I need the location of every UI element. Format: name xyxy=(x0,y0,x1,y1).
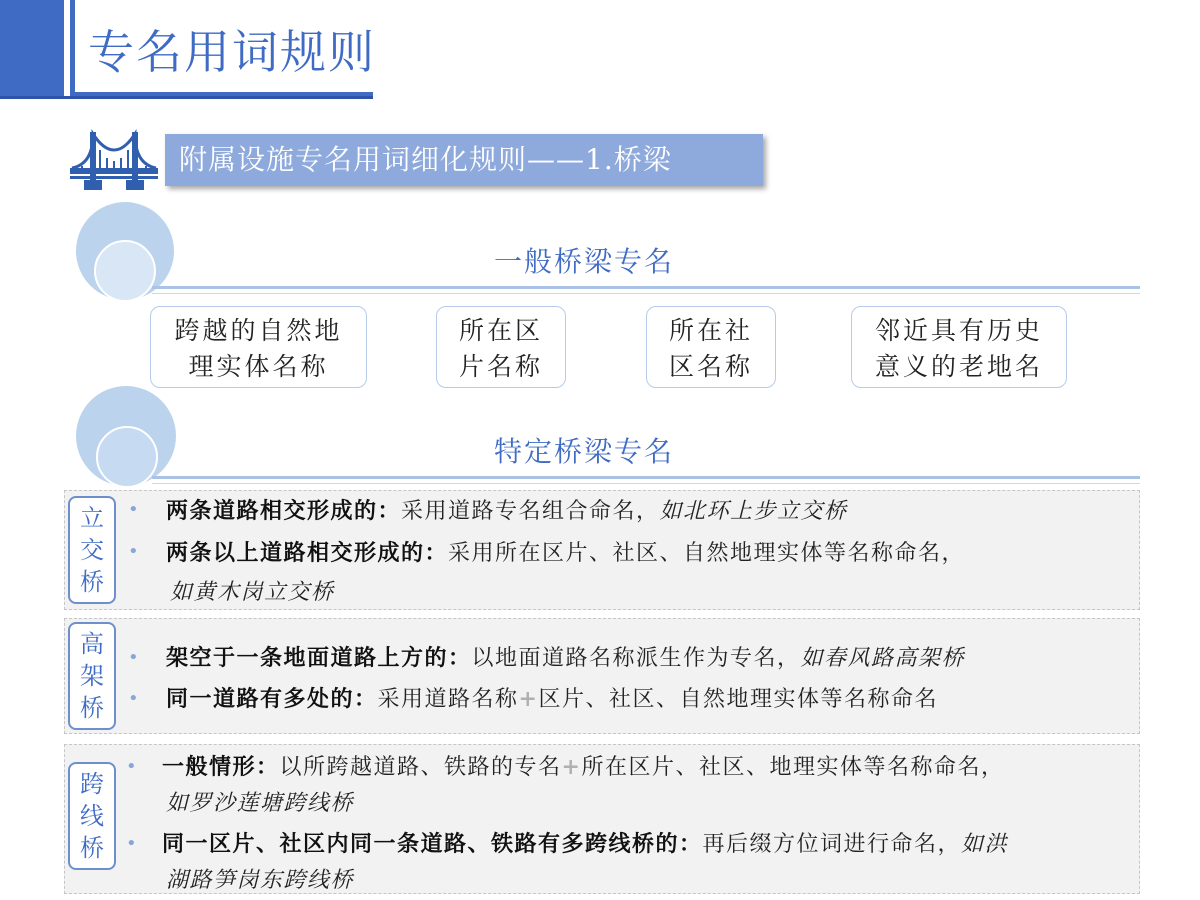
name-source-box xyxy=(851,306,1067,388)
bullet-icon: • xyxy=(128,688,139,709)
overpass-tag xyxy=(68,762,116,870)
rule-item xyxy=(162,750,1004,785)
rule-text: 以所跨越道路、铁路的专名 xyxy=(279,755,562,780)
box-line: 意义的老地名 xyxy=(874,352,1043,381)
rule-condition: 一般情形： xyxy=(162,754,280,780)
general-divider xyxy=(152,286,1140,289)
interchange-tag xyxy=(68,496,116,604)
rule-item xyxy=(166,641,965,676)
plus-icon: + xyxy=(518,686,539,712)
rule-item xyxy=(166,536,965,571)
rule-example: 如春风路高架桥 xyxy=(800,646,966,671)
tag-char: 立 xyxy=(80,504,104,532)
rule-example: 如北环上步立交桥 xyxy=(659,499,848,524)
specific-section-title: 特定桥梁专名 xyxy=(494,435,675,468)
name-source-box xyxy=(436,306,566,388)
header-accent-stripe xyxy=(70,0,75,96)
box-line: 跨越的自然地 xyxy=(174,316,343,345)
rule-condition: 架空于一条地面道路上方的： xyxy=(166,645,472,671)
rule-condition: 同一道路有多处的： xyxy=(166,686,378,712)
rule-condition: 同一区片、社区内同一条道路、铁路有多跨线桥的： xyxy=(162,831,703,857)
rule-example: 如罗沙莲塘跨线桥 xyxy=(166,791,355,816)
specific-divider xyxy=(152,476,1140,479)
rule-text: 采用道路专名组合命名， xyxy=(401,499,660,524)
rule-condition: 两条道路相交形成的： xyxy=(166,498,402,524)
name-source-box xyxy=(150,306,367,388)
box-line: 所在区 xyxy=(458,316,543,345)
box-line: 所在社 xyxy=(668,316,753,345)
bullet-icon: • xyxy=(128,647,139,668)
plus-icon: + xyxy=(561,754,582,780)
bullet-icon: • xyxy=(126,833,137,854)
rule-example: 湖路笋岗东跨线桥 xyxy=(166,868,355,893)
tag-char: 交 xyxy=(80,536,104,564)
rule-text: 采用所在区片、社区、自然地理实体等名称命名， xyxy=(448,541,966,566)
header-underline-dark xyxy=(0,96,373,99)
general-divider-thin xyxy=(152,293,1140,294)
rule-text: 以地面道路名称派生作为专名， xyxy=(471,646,801,671)
rule-example: 如黄木岗立交桥 xyxy=(170,580,335,605)
rule-text: 再后缀方位词进行命名， xyxy=(702,832,962,857)
decor-circle-inner xyxy=(94,240,156,302)
specific-divider-thin xyxy=(152,483,1140,484)
tag-char: 桥 xyxy=(80,834,104,862)
rule-example-line xyxy=(166,787,354,821)
tag-char: 跨 xyxy=(80,770,104,798)
header-accent-bar xyxy=(0,0,64,96)
box-line: 邻近具有历史 xyxy=(874,316,1043,345)
rule-item xyxy=(166,494,848,529)
bullet-icon: • xyxy=(128,499,139,520)
bullet-icon: • xyxy=(126,756,137,777)
tag-char: 高 xyxy=(80,630,104,658)
tag-char: 桥 xyxy=(80,568,104,596)
box-line: 片名称 xyxy=(458,352,543,381)
section-banner: 附属设施专名用词细化规则——1.桥梁 xyxy=(165,134,763,186)
rule-item xyxy=(166,682,938,717)
tag-char: 线 xyxy=(80,802,104,830)
name-source-box xyxy=(646,306,776,388)
decor-circle-inner xyxy=(96,426,158,488)
general-section-title: 一般桥梁专名 xyxy=(494,245,675,278)
tag-char: 桥 xyxy=(80,694,104,722)
page-title: 专名用词规则 xyxy=(88,25,376,79)
viaduct-tag xyxy=(68,622,116,730)
bridge-icon xyxy=(70,128,158,196)
box-line: 区名称 xyxy=(668,352,753,381)
rule-text: 所在区片、社区、地理实体等名称命名， xyxy=(581,755,1005,780)
rule-item xyxy=(162,827,1008,862)
tag-char: 架 xyxy=(80,662,104,690)
rule-text: 采用道路名称 xyxy=(377,687,519,712)
rule-example: 如洪 xyxy=(961,832,1009,857)
box-line: 理实体名称 xyxy=(188,352,329,381)
bullet-icon: • xyxy=(128,541,139,562)
rule-text: 区片、社区、自然地理实体等名称命名 xyxy=(538,687,938,712)
rule-condition: 两条以上道路相交形成的： xyxy=(166,540,449,566)
rule-example-line xyxy=(166,864,354,898)
rule-example-line xyxy=(170,576,335,610)
